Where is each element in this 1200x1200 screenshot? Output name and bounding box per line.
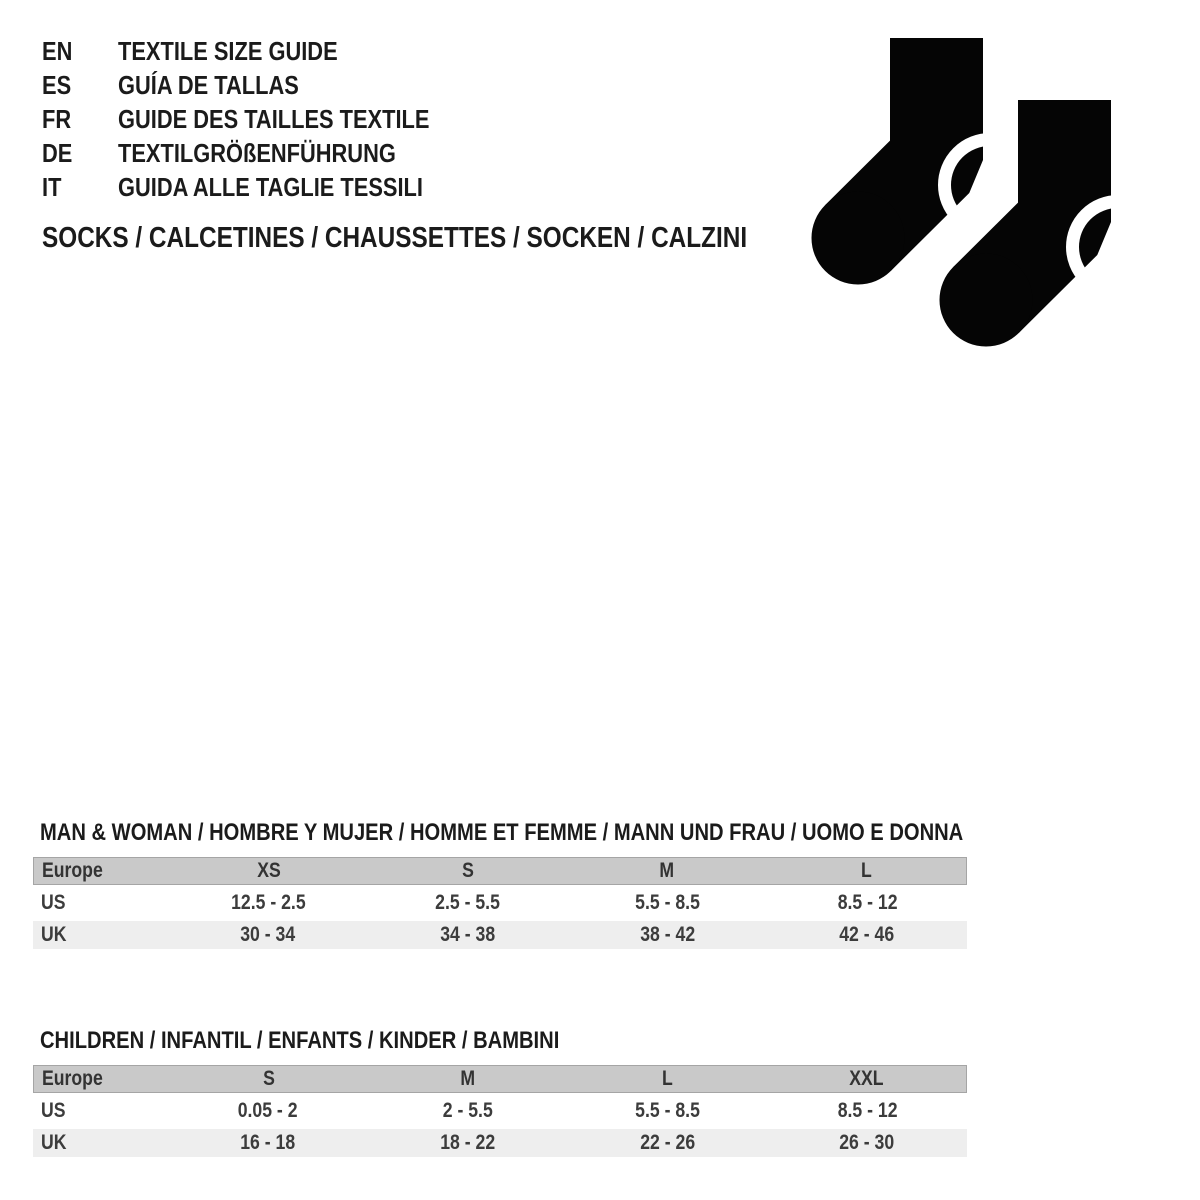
product-category-heading: SOCKS / CALCETINES / CHAUSSETTES / SOCKEN / CALZINI [42,222,748,254]
header-cell-region: Europe [42,859,103,882]
table-row-uk [33,921,967,949]
header-cell-region: Europe [42,1067,103,1090]
language-row-fr [42,102,489,136]
header-cell-size-m: M [659,859,675,882]
table-cell: 5.5 - 8.5 [635,891,700,914]
language-code: FR [42,103,72,134]
table-title: CHILDREN / INFANTIL / ENFANTS / KINDER / BAMBINI [40,1027,560,1054]
table-cell: 34 - 38 [440,923,496,946]
language-list [42,34,489,204]
table-cell: 38 - 42 [639,923,695,946]
table-cell: 26 - 30 [839,1131,895,1154]
table-cell: 30 - 34 [240,923,296,946]
language-guide-title: GUIDE DES TAILLES TEXTILE [118,103,430,134]
language-guide-title: GUIDA ALLE TAGLIE TESSILI [118,171,423,202]
table-title: MAN & WOMAN / HOMBRE Y MUJER / HOMME ET FEMME / MANN UND FRAU / UOMO E DONNA [40,819,964,846]
language-code: IT [42,171,62,202]
table-header-row [33,1065,967,1093]
table-cell: 0.05 - 2 [237,1099,298,1122]
table-row-us [33,1096,967,1126]
language-row-es [42,68,489,102]
table-men-women [33,821,967,949]
table-header-row [33,857,967,885]
language-code: DE [42,137,73,168]
table-row-uk [33,1129,967,1157]
header-cell-size-xxl: XXL [849,1067,884,1090]
table-cell: 18 - 22 [440,1131,496,1154]
table-cell: 8.5 - 12 [837,1099,898,1122]
language-row-it [42,170,489,204]
table-cell: 8.5 - 12 [837,891,898,914]
language-guide-title: GUÍA DE TALLAS [118,69,299,100]
table-cell: 2.5 - 5.5 [435,891,500,914]
table-cell: 2 - 5.5 [442,1099,493,1122]
row-label: US [41,891,66,914]
table-cell: 16 - 18 [240,1131,296,1154]
header-cell-size-s: S [461,859,474,882]
table-children [33,1029,967,1157]
table-cell: 42 - 46 [839,923,895,946]
language-code: ES [42,69,72,100]
language-row-de [42,136,489,170]
table-cell: 22 - 26 [639,1131,695,1154]
table-row-us [33,888,967,918]
header-cell-size-s: S [262,1067,275,1090]
row-label: UK [41,1131,67,1154]
header-cell-size-m: M [460,1067,476,1090]
language-guide-title: TEXTILGRÖßENFÜHRUNG [118,137,396,168]
socks-icon [800,30,1180,360]
language-row-en [42,34,489,68]
header-cell-size-l: L [860,859,872,882]
table-cell: 5.5 - 8.5 [635,1099,700,1122]
language-code: EN [42,35,73,66]
table-cell: 12.5 - 2.5 [230,891,306,914]
header-cell-size-xs: XS [256,859,281,882]
language-guide-title: TEXTILE SIZE GUIDE [118,35,338,66]
header-cell-size-l: L [661,1067,673,1090]
row-label: US [41,1099,66,1122]
row-label: UK [41,923,67,946]
